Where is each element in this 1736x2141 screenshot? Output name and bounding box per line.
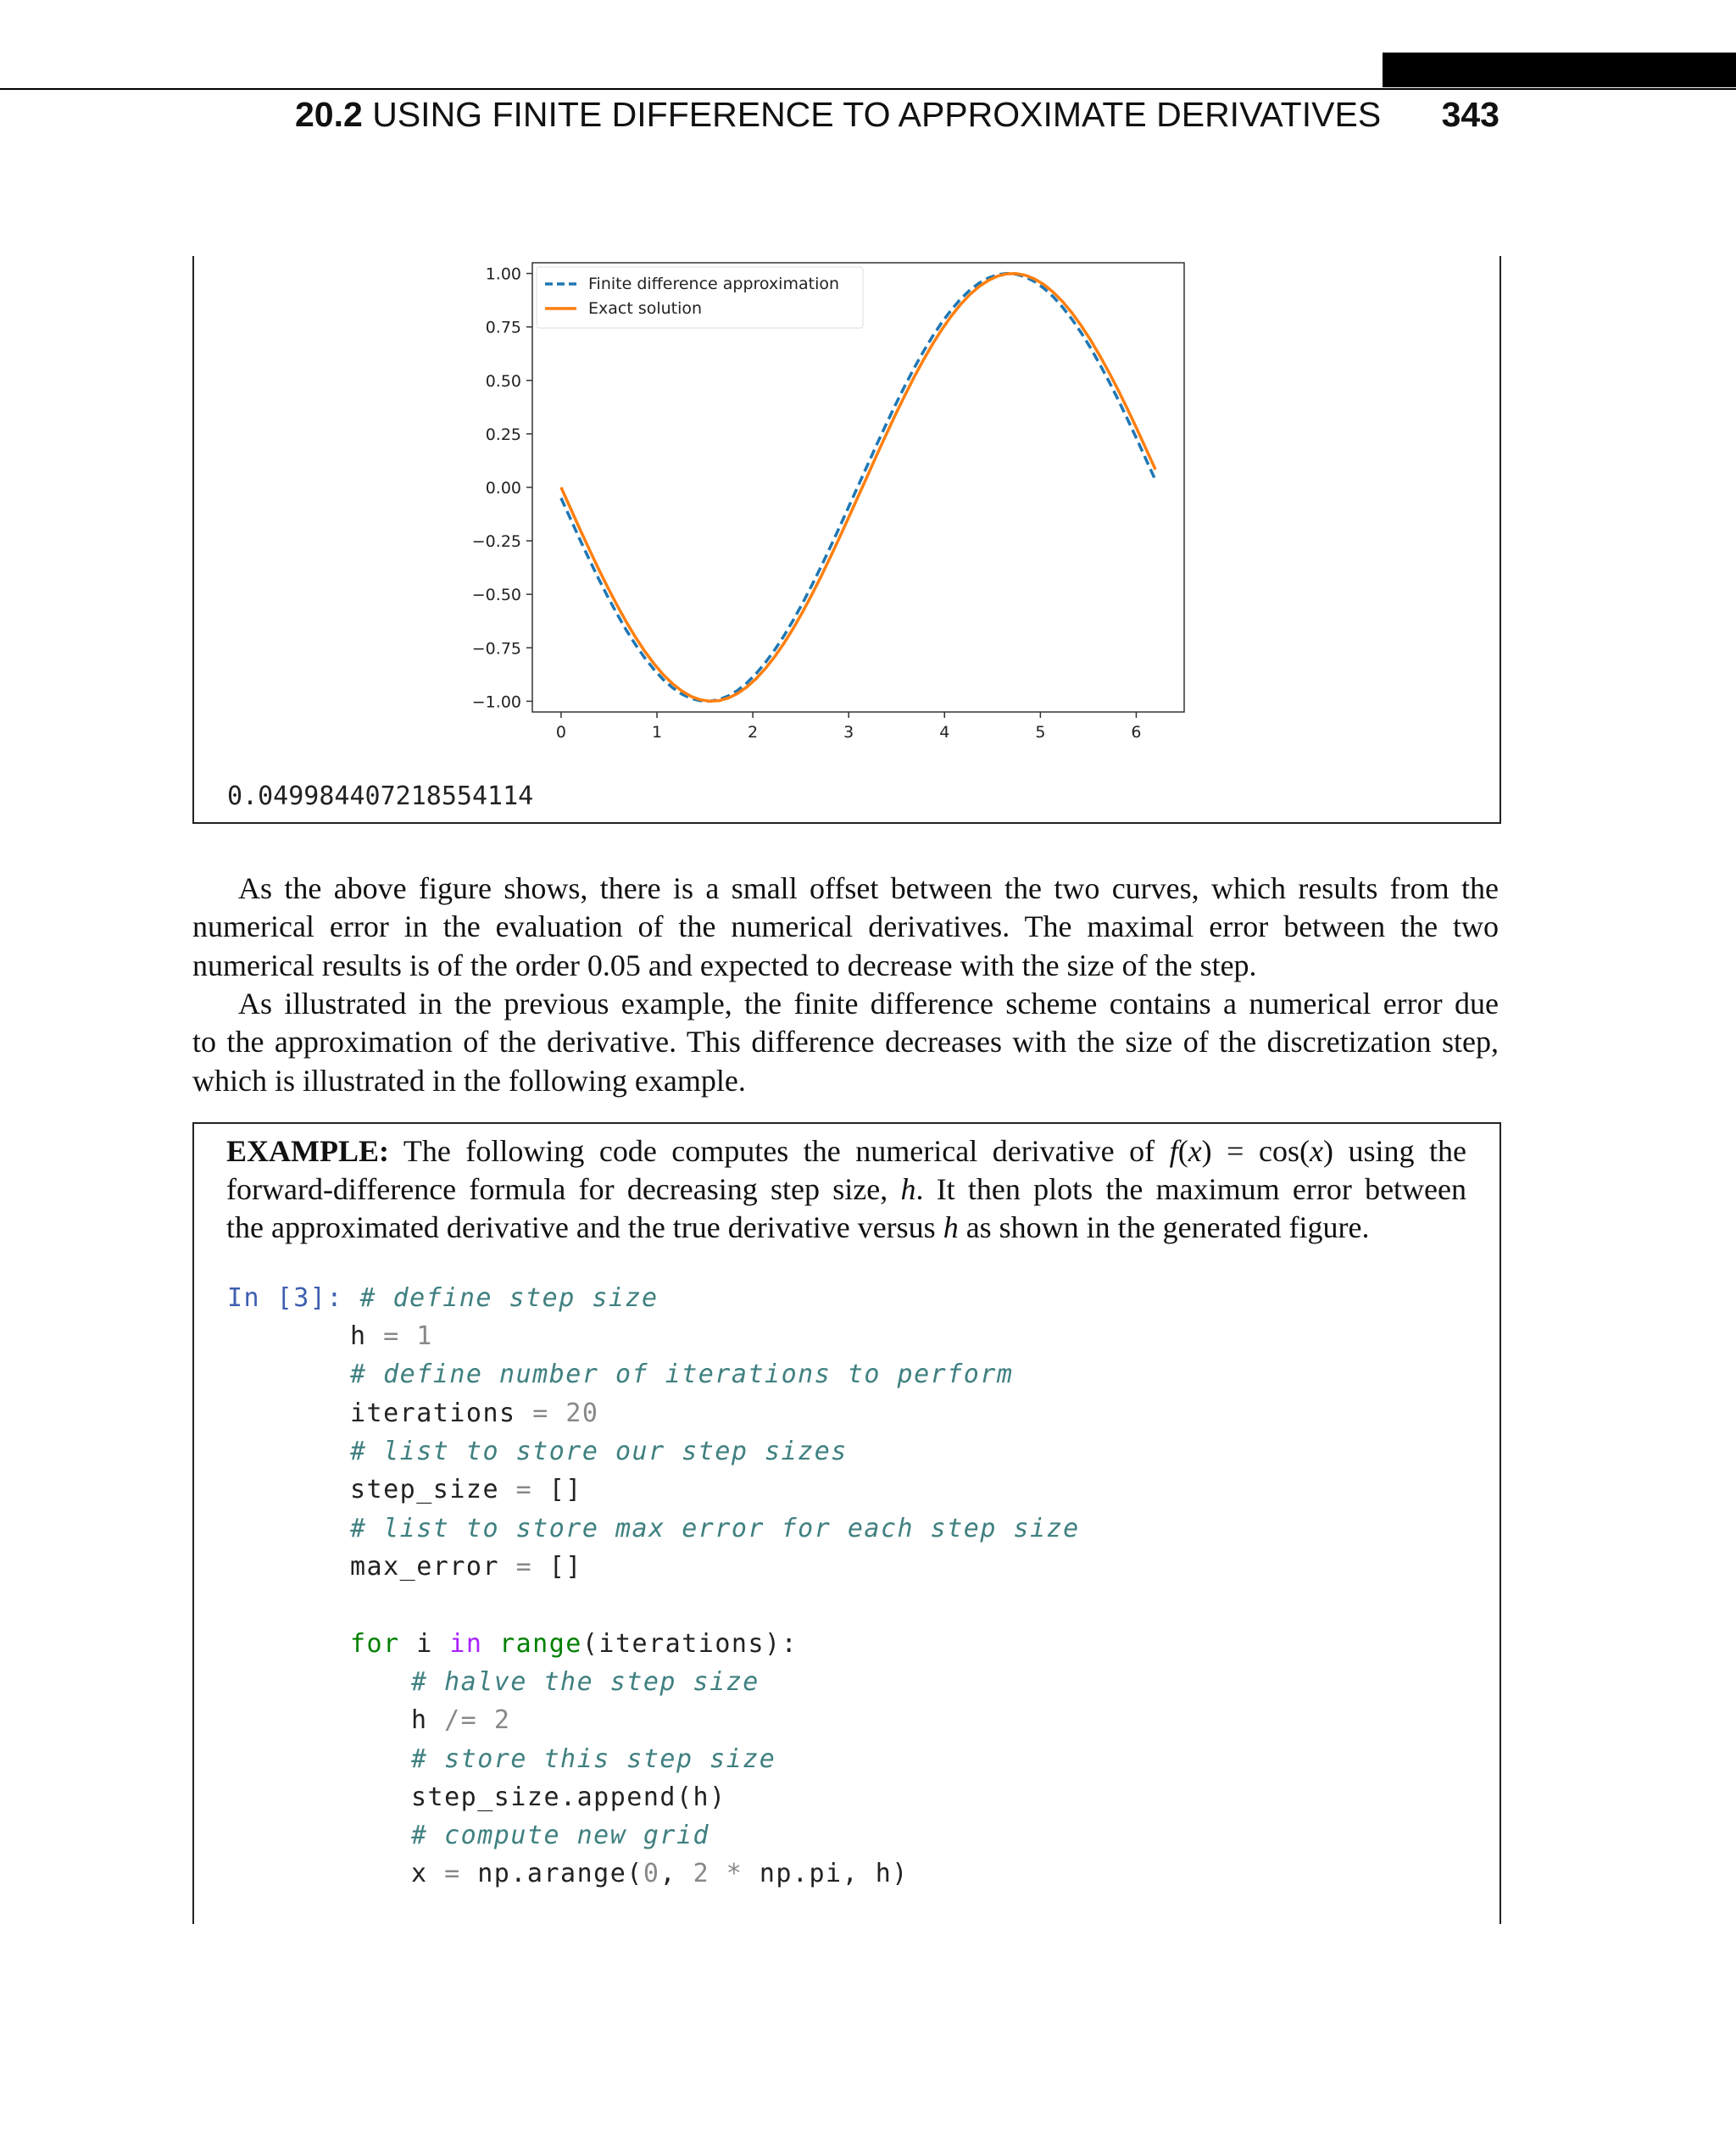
y-tick-label-0: 1.00 bbox=[485, 264, 521, 284]
y-tick-label-2: 0.50 bbox=[485, 371, 521, 391]
y-tick-label-6: −0.50 bbox=[471, 586, 521, 605]
code-line-15: x = np.arange(0, 2 * np.pi, h) bbox=[411, 1859, 909, 1888]
x-tick-label-2: 2 bbox=[748, 723, 759, 742]
x-tick-label-5: 5 bbox=[1035, 723, 1046, 742]
section-number: 20.2 bbox=[295, 95, 363, 134]
y-tick-label-4: 0.00 bbox=[485, 479, 521, 498]
x-tick-label-4: 4 bbox=[939, 723, 950, 742]
code-line-9: for i in range(iterations): bbox=[350, 1629, 798, 1659]
y-tick-label-7: −0.75 bbox=[471, 639, 521, 659]
series-layer bbox=[561, 274, 1155, 702]
code-line-8: max_error = [] bbox=[350, 1552, 582, 1582]
code-line-3: # define number of iterations to perform bbox=[350, 1360, 1014, 1389]
paragraph-1 bbox=[192, 870, 1499, 985]
code-line-1: In [3]: # define step size bbox=[227, 1283, 659, 1313]
y-tick-label-5: −0.25 bbox=[471, 532, 521, 552]
y-tick-label-3: 0.25 bbox=[485, 425, 521, 444]
p2-line-2: to the approximation of the derivative. This difference decreases with the size of the discretization step, bbox=[192, 1025, 1499, 1059]
example-label: EXAMPLE: bbox=[226, 1134, 389, 1168]
x-tick-label-6: 6 bbox=[1131, 723, 1142, 742]
series-line-0 bbox=[561, 274, 1155, 702]
plot-svg bbox=[441, 250, 1229, 750]
p1-line-3: numerical results is of the order 0.05 and expected to decrease with the size of the step. bbox=[192, 948, 1257, 982]
y-tick-label-1: 0.75 bbox=[485, 318, 521, 337]
code-line-7: # list to store max error for each step size bbox=[350, 1514, 1080, 1543]
example-line-1: EXAMPLE: The following code computes the numerical derivative of f(x) = cos(x) using the bbox=[226, 1134, 1467, 1168]
ticks-layer bbox=[472, 265, 1142, 742]
x-tick-label-0: 0 bbox=[555, 723, 566, 742]
plot-frame bbox=[532, 263, 1184, 712]
header-black-bar bbox=[1383, 53, 1736, 87]
cell-prompt: In [3]: bbox=[227, 1283, 343, 1313]
code-line-5: # list to store our step sizes bbox=[350, 1437, 848, 1466]
section-title: USING FINITE DIFFERENCE TO APPROXIMATE DERIVATIVES bbox=[372, 95, 1382, 134]
legend-label-1: Exact solution bbox=[588, 299, 703, 318]
x-tick-label-3: 3 bbox=[843, 723, 854, 742]
example-line-2: forward-difference formula for decreasing step size, h. It then plots the maximum error between bbox=[226, 1172, 1466, 1206]
code-line-10: # halve the step size bbox=[411, 1667, 760, 1697]
code-line-11: h /= 2 bbox=[411, 1705, 511, 1735]
legend-label-0: Finite difference approximation bbox=[588, 275, 840, 293]
code-line-2: h = 1 bbox=[350, 1321, 433, 1351]
x-tick-label-1: 1 bbox=[651, 723, 663, 742]
code-line-4: iterations = 20 bbox=[350, 1399, 599, 1428]
legend bbox=[537, 267, 863, 328]
h-variable: h bbox=[943, 1210, 959, 1244]
series-line-1 bbox=[561, 274, 1155, 702]
code-line-13: step_size.append(h) bbox=[411, 1782, 726, 1812]
page-number: 343 bbox=[1441, 95, 1500, 134]
code-line-12: # store this step size bbox=[411, 1744, 776, 1774]
example-line-3: the approximated derivative and the true derivative versus h as shown in the generated figure. bbox=[226, 1210, 1370, 1244]
paragraph-2 bbox=[192, 985, 1499, 1100]
p2-line-1: As illustrated in the previous example, the finite difference scheme contains a numerical error due bbox=[238, 987, 1499, 1020]
code-line-6: step_size = [] bbox=[350, 1475, 582, 1504]
header-rule bbox=[0, 88, 1736, 90]
cell-output-value: 0.049984407218554114 bbox=[227, 781, 534, 811]
p1-line-2: numerical error in the evaluation of the numerical derivatives. The maximal error between the two bbox=[192, 909, 1499, 944]
derivative-plot bbox=[441, 250, 1229, 754]
formula: f(x) = cos(x) bbox=[1169, 1134, 1333, 1168]
h-variable: h bbox=[900, 1172, 916, 1206]
y-tick-label-8: −1.00 bbox=[471, 692, 521, 712]
p2-line-3: which is illustrated in the following example. bbox=[192, 1063, 746, 1098]
code-line-14: # compute new grid bbox=[411, 1821, 710, 1850]
p1-line-1: As the above figure shows, there is a small offset between the two curves, which results from the bbox=[238, 871, 1499, 905]
running-head bbox=[295, 95, 1500, 135]
